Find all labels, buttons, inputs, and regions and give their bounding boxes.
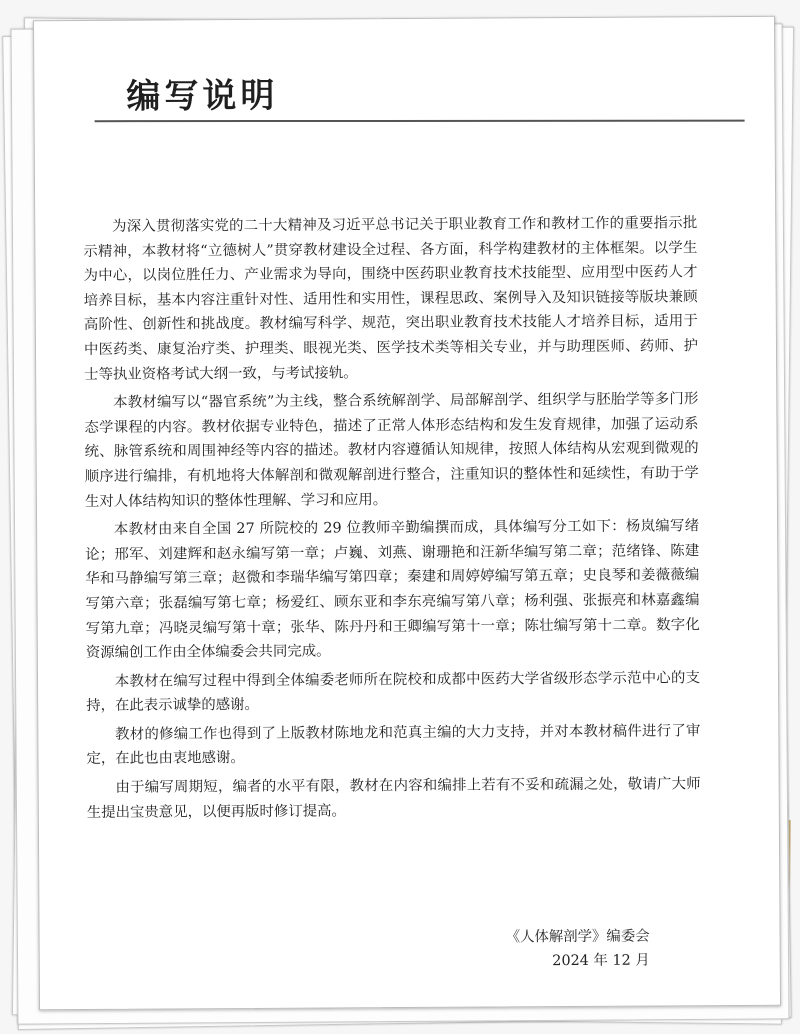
document-page — [33, 16, 781, 1011]
signature-committee: 《人体解剖学》编委会 — [505, 928, 650, 946]
body-text — [83, 211, 701, 829]
title-rule — [95, 120, 745, 123]
signature-block — [506, 925, 650, 974]
paragraph-3: 本教材由来自全国 27 所院校的 29 位教师辛勤编撰而成，具体编写分工如下：杨岚编写绪论；邢军、刘建辉和赵永编写第一章；卢巍、刘燕、谢珊艳和汪新华编写第二章；范绪锋、陈建华和马静编写第三章；赵微和李瑞华编写第四章；秦建和周婷婷编写第五章；史良琴和姜薇薇编写第六章；张磊编写第七章；杨爱红、顾东亚和李东亮编写第八章；杨利强、张振亮和林嘉鑫编写第九章；冯晓灵编写第十章；张华、陈丹丹和王卿编写第十一章；陈壮编写第十二章。数字化资源编创工作由全体编委会共同完成。 — [85, 518, 700, 662]
paragraph-5: 教材的修编工作也得到了上版教材陈地龙和范真主编的大力支持，并对本教材稿件进行了审定，在此也由衷地感谢。 — [86, 723, 701, 768]
paragraph-2: 本教材编写以“器官系统”为主线，整合系统解剖学、局部解剖学、组织学与胚胎学等多门形态学课程的内容。教材依据专业特色，描述了正常人体形态结构和发生发育规律，加强了运动系统、脉管系统和周围神经等内容的描述。教材内容遵循认知规律，按照人体结构从宏观到微观的顺序进行编排，有机地将大体解剖和微观解剖进行整合，注重知识的整体性和延续性，有助于学生对人体结构知识的整体性理解、学习和应用。 — [84, 391, 699, 510]
signature-date: 2024 年 12 月 — [552, 952, 650, 970]
paragraph-1: 为深入贯彻落实党的二十大精神及习近平总书记关于职业教育工作和教材工作的重要指示批示精神，本教材将“立德树人”贯穿教材建设全过程、各方面，科学构建教材的主体框架。以学生为中心，以岗位胜任力、产业需求为导向，围绕中医药职业教育技术技能型、应用型中医药人才培养目标，基本内容注重针对性、适用性和实用性，课程思政、案例导入及知识链接等版块兼顾高阶性、创新性和挑战度。教材编写科学、规范，突出职业教育技术技能人才培养目标，适用于中医药类、康复治疗类、护理类、眼视光类、医学技术类等相关专业，并与助理医师、药师、护士等执业资格考试大纲一致，与考试接轨。 — [83, 215, 699, 383]
paragraph-6: 由于编写周期短，编者的水平有限，教材在内容和编排上若有不妥和疏漏之处，敬请广大师生提出宝贵意见，以便再版时修订提高。 — [86, 776, 701, 821]
page-title: 编写说明 — [126, 75, 279, 117]
paragraph-4: 本教材在编写过程中得到全体编委老师所在院校和成都中医药大学省级形态学示范中心的支持，在此表示诚挚的感谢。 — [86, 669, 701, 715]
